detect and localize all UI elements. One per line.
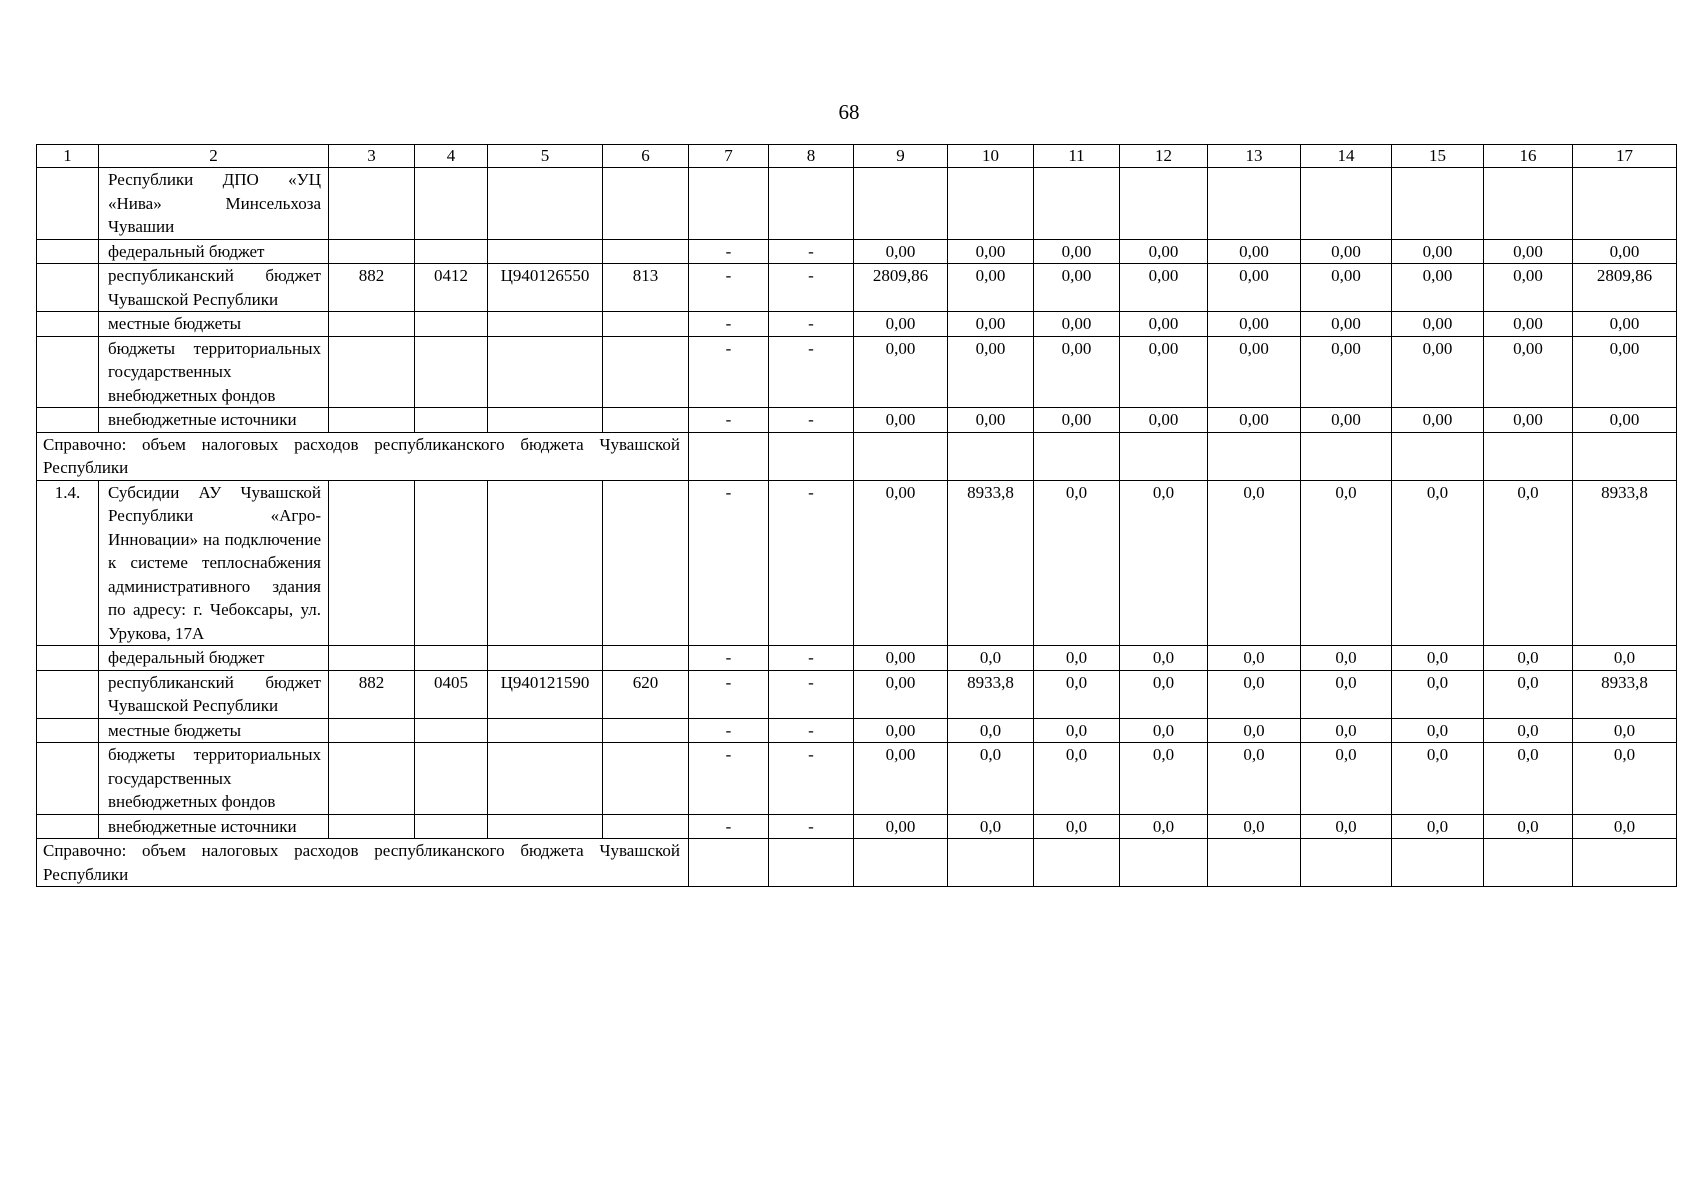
column-header: 10: [948, 145, 1034, 168]
section-code-cell: [415, 239, 488, 264]
col-8-cell: [769, 168, 854, 240]
col-8-cell: -: [769, 814, 854, 839]
section-code-cell: [415, 814, 488, 839]
amount-cell: 0,00: [854, 480, 948, 646]
reference-note-row: [37, 839, 1677, 887]
amount-cell: 0,0: [1484, 814, 1573, 839]
expense-type-cell: [603, 312, 689, 337]
amount-cell: 0,00: [854, 336, 948, 408]
amount-cell: 0,00: [1301, 408, 1392, 433]
section-code-cell: [415, 312, 488, 337]
expense-type-cell: [603, 168, 689, 240]
column-header: 8: [769, 145, 854, 168]
col-7-cell: -: [689, 718, 769, 743]
amount-cell: 0,00: [1120, 336, 1208, 408]
amount-cell: 0,00: [854, 239, 948, 264]
empty-cell: [1301, 432, 1392, 480]
row-number-cell: [37, 336, 99, 408]
amount-cell: 0,0: [1392, 718, 1484, 743]
amount-cell: 0,0: [1034, 743, 1120, 815]
expense-type-cell: [603, 480, 689, 646]
amount-cell: 0,00: [948, 408, 1034, 433]
target-article-cell: Ц940121590: [488, 670, 603, 718]
grbs-code-cell: [329, 814, 415, 839]
amount-cell: 0,00: [1034, 264, 1120, 312]
col-8-cell: -: [769, 480, 854, 646]
amount-cell: 0,00: [1301, 264, 1392, 312]
amount-cell: 0,00: [854, 718, 948, 743]
amount-cell: 0,00: [1208, 312, 1301, 337]
amount-cell: 0,00: [1392, 264, 1484, 312]
expense-type-cell: [603, 814, 689, 839]
column-header: 13: [1208, 145, 1301, 168]
column-header: 9: [854, 145, 948, 168]
amount-cell: 0,00: [1208, 336, 1301, 408]
amount-cell: 0,0: [948, 814, 1034, 839]
empty-cell: [1120, 839, 1208, 887]
expense-type-cell: [603, 646, 689, 671]
column-header: 16: [1484, 145, 1573, 168]
row-number-cell: [37, 408, 99, 433]
grbs-code-cell: [329, 312, 415, 337]
amount-cell: 0,00: [1573, 312, 1677, 337]
amount-cell: [1573, 168, 1677, 240]
target-article-cell: [488, 408, 603, 433]
amount-cell: 0,0: [1208, 480, 1301, 646]
section-code-cell: [415, 336, 488, 408]
table-body: [37, 145, 1677, 887]
page-number: 68: [838, 100, 860, 124]
column-header: 4: [415, 145, 488, 168]
grbs-code-cell: 882: [329, 264, 415, 312]
amount-cell: 8933,8: [1573, 670, 1677, 718]
target-article-cell: Ц940126550: [488, 264, 603, 312]
empty-cell: [1034, 432, 1120, 480]
amount-cell: 0,00: [948, 312, 1034, 337]
col-7-cell: -: [689, 264, 769, 312]
col-7-cell: -: [689, 670, 769, 718]
grbs-code-cell: [329, 168, 415, 240]
reference-note: Справочно: объем налоговых расходов республиканского бюджета Чувашской Республики: [37, 839, 689, 887]
amount-cell: 0,0: [1484, 670, 1573, 718]
column-header: 7: [689, 145, 769, 168]
amount-cell: 0,0: [1208, 743, 1301, 815]
amount-cell: 0,0: [1301, 480, 1392, 646]
col-8-cell: -: [769, 743, 854, 815]
budget-table: [36, 144, 1677, 887]
amount-cell: [1392, 168, 1484, 240]
table-row: [37, 312, 1677, 337]
col-7-cell: -: [689, 814, 769, 839]
row-number-cell: [37, 814, 99, 839]
amount-cell: 0,00: [1484, 336, 1573, 408]
column-header: 3: [329, 145, 415, 168]
target-article-cell: [488, 336, 603, 408]
empty-cell: [1484, 839, 1573, 887]
amount-cell: 0,0: [1301, 743, 1392, 815]
source-name-cell: бюджеты территориальных государственных внебюджетных фондов: [99, 336, 329, 408]
amount-cell: [1120, 168, 1208, 240]
amount-cell: [1034, 168, 1120, 240]
amount-cell: [948, 168, 1034, 240]
amount-cell: 0,00: [1484, 312, 1573, 337]
table-row: [37, 646, 1677, 671]
col-7-cell: -: [689, 646, 769, 671]
empty-cell: [948, 839, 1034, 887]
amount-cell: 0,00: [854, 408, 948, 433]
table-row: [37, 814, 1677, 839]
table-row: [37, 480, 1677, 646]
amount-cell: 0,00: [854, 743, 948, 815]
expense-type-cell: [603, 336, 689, 408]
section-code-cell: 0405: [415, 670, 488, 718]
empty-cell: [689, 839, 769, 887]
target-article-cell: [488, 168, 603, 240]
amount-cell: [854, 168, 948, 240]
amount-cell: 8933,8: [1573, 480, 1677, 646]
amount-cell: 8933,8: [948, 670, 1034, 718]
amount-cell: 0,0: [1034, 480, 1120, 646]
col-8-cell: -: [769, 408, 854, 433]
amount-cell: 0,0: [1208, 718, 1301, 743]
col-7-cell: -: [689, 312, 769, 337]
amount-cell: 2809,86: [854, 264, 948, 312]
target-article-cell: [488, 814, 603, 839]
amount-cell: 0,0: [1208, 646, 1301, 671]
amount-cell: 0,0: [948, 743, 1034, 815]
expense-type-cell: 813: [603, 264, 689, 312]
table-row: [37, 718, 1677, 743]
expense-type-cell: [603, 718, 689, 743]
column-header: 14: [1301, 145, 1392, 168]
amount-cell: 0,00: [1573, 336, 1677, 408]
row-number-cell: 1.4.: [37, 480, 99, 646]
row-number-cell: [37, 743, 99, 815]
empty-cell: [769, 839, 854, 887]
reference-note: Справочно: объем налоговых расходов республиканского бюджета Чувашской Республики: [37, 432, 689, 480]
reference-note-row: [37, 432, 1677, 480]
amount-cell: 0,0: [1392, 814, 1484, 839]
amount-cell: 0,00: [948, 264, 1034, 312]
source-name-cell: Субсидии АУ Чувашской Республики «АгроИнновации» на подключение к системе теплоснабжения административного здания по адресу: г. Чебоксары, ул. Урукова, 17А: [99, 480, 329, 646]
col-7-cell: [689, 168, 769, 240]
amount-cell: 0,0: [1034, 646, 1120, 671]
column-header: 12: [1120, 145, 1208, 168]
amount-cell: 0,0: [1034, 670, 1120, 718]
expense-type-cell: [603, 743, 689, 815]
source-name-cell: внебюджетные источники: [99, 408, 329, 433]
amount-cell: 0,00: [1120, 239, 1208, 264]
grbs-code-cell: 882: [329, 670, 415, 718]
amount-cell: 0,00: [1034, 312, 1120, 337]
table-row: [37, 670, 1677, 718]
amount-cell: [1208, 168, 1301, 240]
amount-cell: 0,00: [854, 312, 948, 337]
section-code-cell: [415, 480, 488, 646]
amount-cell: 8933,8: [948, 480, 1034, 646]
amount-cell: 0,0: [1484, 480, 1573, 646]
row-number-cell: [37, 670, 99, 718]
empty-cell: [1120, 432, 1208, 480]
empty-cell: [769, 432, 854, 480]
amount-cell: [1484, 168, 1573, 240]
source-name-cell: федеральный бюджет: [99, 646, 329, 671]
amount-cell: 0,00: [1484, 239, 1573, 264]
row-number-cell: [37, 264, 99, 312]
amount-cell: 0,00: [1034, 408, 1120, 433]
amount-cell: 0,00: [854, 670, 948, 718]
column-header: 17: [1573, 145, 1677, 168]
amount-cell: 0,00: [1034, 239, 1120, 264]
empty-cell: [948, 432, 1034, 480]
amount-cell: 0,0: [948, 718, 1034, 743]
grbs-code-cell: [329, 743, 415, 815]
amount-cell: 0,00: [948, 336, 1034, 408]
empty-cell: [1208, 432, 1301, 480]
expense-type-cell: [603, 408, 689, 433]
amount-cell: 0,0: [1484, 718, 1573, 743]
amount-cell: 0,0: [1573, 743, 1677, 815]
amount-cell: 0,00: [1573, 239, 1677, 264]
amount-cell: 0,00: [1484, 264, 1573, 312]
amount-cell: 0,0: [1208, 814, 1301, 839]
amount-cell: 0,0: [1484, 646, 1573, 671]
target-article-cell: [488, 646, 603, 671]
row-number-cell: [37, 168, 99, 240]
target-article-cell: [488, 239, 603, 264]
section-code-cell: [415, 743, 488, 815]
row-number-cell: [37, 718, 99, 743]
amount-cell: 0,0: [1301, 718, 1392, 743]
table-row: [37, 336, 1677, 408]
expense-type-cell: [603, 239, 689, 264]
target-article-cell: [488, 743, 603, 815]
section-code-cell: [415, 646, 488, 671]
amount-cell: 0,00: [1484, 408, 1573, 433]
empty-cell: [854, 839, 948, 887]
amount-cell: 0,00: [1573, 408, 1677, 433]
col-7-cell: -: [689, 480, 769, 646]
amount-cell: 0,0: [1392, 670, 1484, 718]
amount-cell: 2809,86: [1573, 264, 1677, 312]
table-row: [37, 168, 1677, 240]
col-8-cell: -: [769, 670, 854, 718]
table-row: [37, 408, 1677, 433]
amount-cell: 0,00: [1208, 408, 1301, 433]
empty-cell: [1034, 839, 1120, 887]
source-name-cell: республиканский бюджет Чувашской Республики: [99, 670, 329, 718]
amount-cell: [1301, 168, 1392, 240]
amount-cell: 0,00: [1392, 312, 1484, 337]
column-header: 11: [1034, 145, 1120, 168]
amount-cell: 0,00: [1208, 264, 1301, 312]
amount-cell: 0,00: [1034, 336, 1120, 408]
col-8-cell: -: [769, 312, 854, 337]
empty-cell: [1301, 839, 1392, 887]
amount-cell: 0,0: [1120, 814, 1208, 839]
amount-cell: 0,0: [948, 646, 1034, 671]
amount-cell: 0,00: [1301, 336, 1392, 408]
grbs-code-cell: [329, 718, 415, 743]
row-number-cell: [37, 239, 99, 264]
amount-cell: 0,00: [1208, 239, 1301, 264]
empty-cell: [1208, 839, 1301, 887]
col-8-cell: -: [769, 718, 854, 743]
amount-cell: 0,0: [1301, 646, 1392, 671]
amount-cell: 0,0: [1034, 718, 1120, 743]
amount-cell: 0,00: [948, 239, 1034, 264]
amount-cell: 0,0: [1120, 646, 1208, 671]
amount-cell: 0,0: [1034, 814, 1120, 839]
table-row: [37, 239, 1677, 264]
section-code-cell: [415, 168, 488, 240]
column-header: 2: [99, 145, 329, 168]
empty-cell: [1392, 432, 1484, 480]
amount-cell: 0,0: [1573, 718, 1677, 743]
column-header: 6: [603, 145, 689, 168]
empty-cell: [689, 432, 769, 480]
empty-cell: [1573, 839, 1677, 887]
target-article-cell: [488, 480, 603, 646]
amount-cell: 0,0: [1120, 670, 1208, 718]
column-header: 5: [488, 145, 603, 168]
amount-cell: 0,00: [1392, 408, 1484, 433]
grbs-code-cell: [329, 646, 415, 671]
amount-cell: 0,00: [1392, 239, 1484, 264]
amount-cell: 0,00: [854, 814, 948, 839]
column-number-header-row: [37, 145, 1677, 168]
amount-cell: 0,0: [1208, 670, 1301, 718]
col-7-cell: -: [689, 408, 769, 433]
empty-cell: [1573, 432, 1677, 480]
amount-cell: 0,00: [1120, 264, 1208, 312]
amount-cell: 0,0: [1573, 814, 1677, 839]
grbs-code-cell: [329, 480, 415, 646]
amount-cell: 0,0: [1392, 480, 1484, 646]
expense-type-cell: 620: [603, 670, 689, 718]
amount-cell: 0,00: [1301, 312, 1392, 337]
amount-cell: 0,0: [1120, 743, 1208, 815]
amount-cell: 0,0: [1301, 670, 1392, 718]
col-8-cell: -: [769, 239, 854, 264]
target-article-cell: [488, 718, 603, 743]
empty-cell: [1484, 432, 1573, 480]
source-name-cell: местные бюджеты: [99, 718, 329, 743]
source-name-cell: федеральный бюджет: [99, 239, 329, 264]
amount-cell: 0,0: [1120, 718, 1208, 743]
section-code-cell: 0412: [415, 264, 488, 312]
section-code-cell: [415, 408, 488, 433]
grbs-code-cell: [329, 239, 415, 264]
amount-cell: 0,0: [1484, 743, 1573, 815]
amount-cell: 0,0: [1120, 480, 1208, 646]
source-name-cell: бюджеты территориальных государственных внебюджетных фондов: [99, 743, 329, 815]
amount-cell: 0,0: [1573, 646, 1677, 671]
col-7-cell: -: [689, 743, 769, 815]
grbs-code-cell: [329, 408, 415, 433]
column-header: 1: [37, 145, 99, 168]
row-number-cell: [37, 646, 99, 671]
amount-cell: 0,0: [1392, 646, 1484, 671]
amount-cell: 0,0: [1392, 743, 1484, 815]
amount-cell: 0,00: [854, 646, 948, 671]
column-header: 15: [1392, 145, 1484, 168]
col-8-cell: -: [769, 646, 854, 671]
amount-cell: 0,00: [1120, 312, 1208, 337]
source-name-cell: Республики ДПО «УЦ «Нива» Минсельхоза Чувашии: [99, 168, 329, 240]
source-name-cell: местные бюджеты: [99, 312, 329, 337]
empty-cell: [1392, 839, 1484, 887]
empty-cell: [854, 432, 948, 480]
section-code-cell: [415, 718, 488, 743]
col-8-cell: -: [769, 336, 854, 408]
table-row: [37, 743, 1677, 815]
amount-cell: 0,00: [1392, 336, 1484, 408]
target-article-cell: [488, 312, 603, 337]
table-row: [37, 264, 1677, 312]
amount-cell: 0,0: [1301, 814, 1392, 839]
amount-cell: 0,00: [1301, 239, 1392, 264]
source-name-cell: республиканский бюджет Чувашской Республики: [99, 264, 329, 312]
source-name-cell: внебюджетные источники: [99, 814, 329, 839]
col-7-cell: -: [689, 336, 769, 408]
grbs-code-cell: [329, 336, 415, 408]
amount-cell: 0,00: [1120, 408, 1208, 433]
row-number-cell: [37, 312, 99, 337]
col-8-cell: -: [769, 264, 854, 312]
col-7-cell: -: [689, 239, 769, 264]
